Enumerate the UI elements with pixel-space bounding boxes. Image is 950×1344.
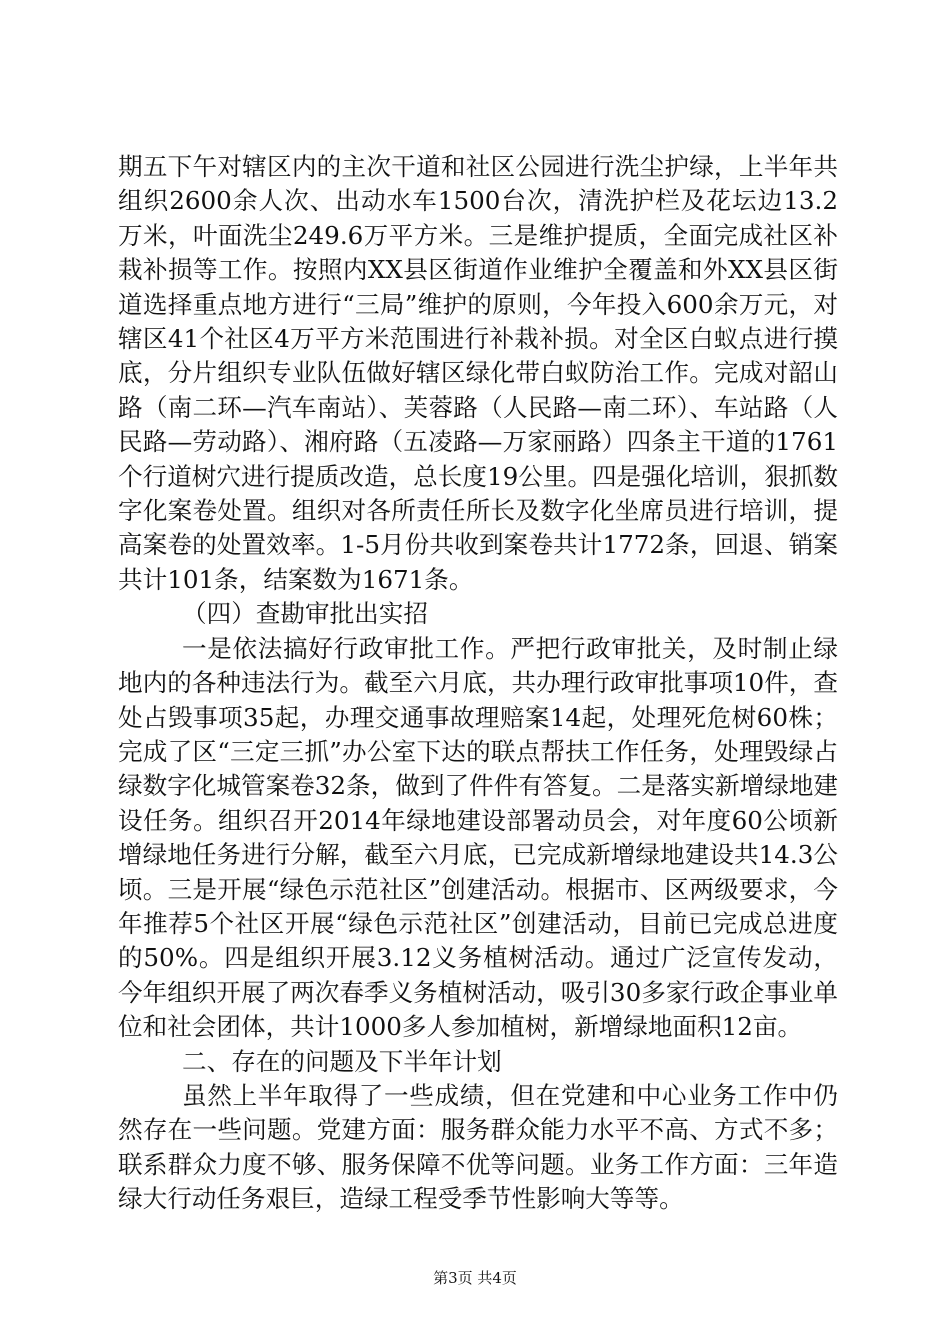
section-heading-approval: （四）查勘审批出实招 — [182, 599, 428, 629]
document-body — [118, 150, 838, 1217]
paragraph-approval-work: 一是依法搞好行政审批工作。严把行政审批关，及时制止绿地内的各种违法行为。截至六月底，共办理行政审批事项10件，查处占毁事项35起，办理交通事故理赔案14起，处理死危树60株；完成了区“三定三抓”办公室下达的联点帮扶工作任务，处理毁绿占绿数字化城管案卷32条，做到了件件有答复。二是落实新增绿地建设任务。组织召开2014年绿地建设部署动员会，对年度60公顷新增绿地任务进行分解，截至六月底，已完成新增绿地建设共14.3公顷。三是开展“绿色示范社区”创建活动。根据市、区两级要求，今年推荐5个社区开展“绿色示范社区”创建活动，目前已完成总进度的50%。四是组织开展3.12义务植树活动。通过广泛宣传发动，今年组织开展了两次春季义务植树活动，吸引30多家行政企事业单位和社会团体，共计1000多人参加植树，新增绿地面积12亩。 — [118, 633, 838, 1042]
paragraph-problems: 虽然上半年取得了一些成绩，但在党建和中心业务工作中仍然存在一些问题。党建方面：服务群众能力水平不高、方式不多；联系群众力度不够、服务保障不优等问题。业务工作方面：三年造绿大行动任务艰巨，造绿工程受季节性影响大等等。 — [118, 1080, 838, 1214]
page-footer: 第3页 共4页 — [433, 1269, 517, 1287]
section-heading-problems-plan: 二、存在的问题及下半年计划 — [182, 1046, 502, 1076]
paragraph-continued: 期五下午对辖区内的主次干道和社区公园进行洗尘护绿，上半年共组织2600余人次、出动水车1500台次，清洗护栏及花坛边13.2万米，叶面洗尘249.6万平方米。三是维护提质，全面完成社区补栽补损等工作。按照内XX县区街道作业维护全覆盖和外XX县区街道选择重点地方进行“三局”维护的原则，今年投入600余万元，对辖区41个社区4万平方米范围进行补栽补损。对全区白蚁点进行摸底，分片组织专业队伍做好辖区绿化带白蚁防治工作。完成对韶山路（南二环—汽车南站）、芙蓉路（人民路—南二环）、车站路（人民路—劳动路）、湘府路（五凌路—万家丽路）四条主干道的1761个行道树穴进行提质改造，总长度19公里。四是强化培训，狠抓数字化案卷处置。组织对各所责任所长及数字化坐席员进行培训，提高案卷的处置效率。1-5月份共收到案卷共计1772条，回退、销案共计101条，结案数为1671条。 — [118, 152, 838, 594]
